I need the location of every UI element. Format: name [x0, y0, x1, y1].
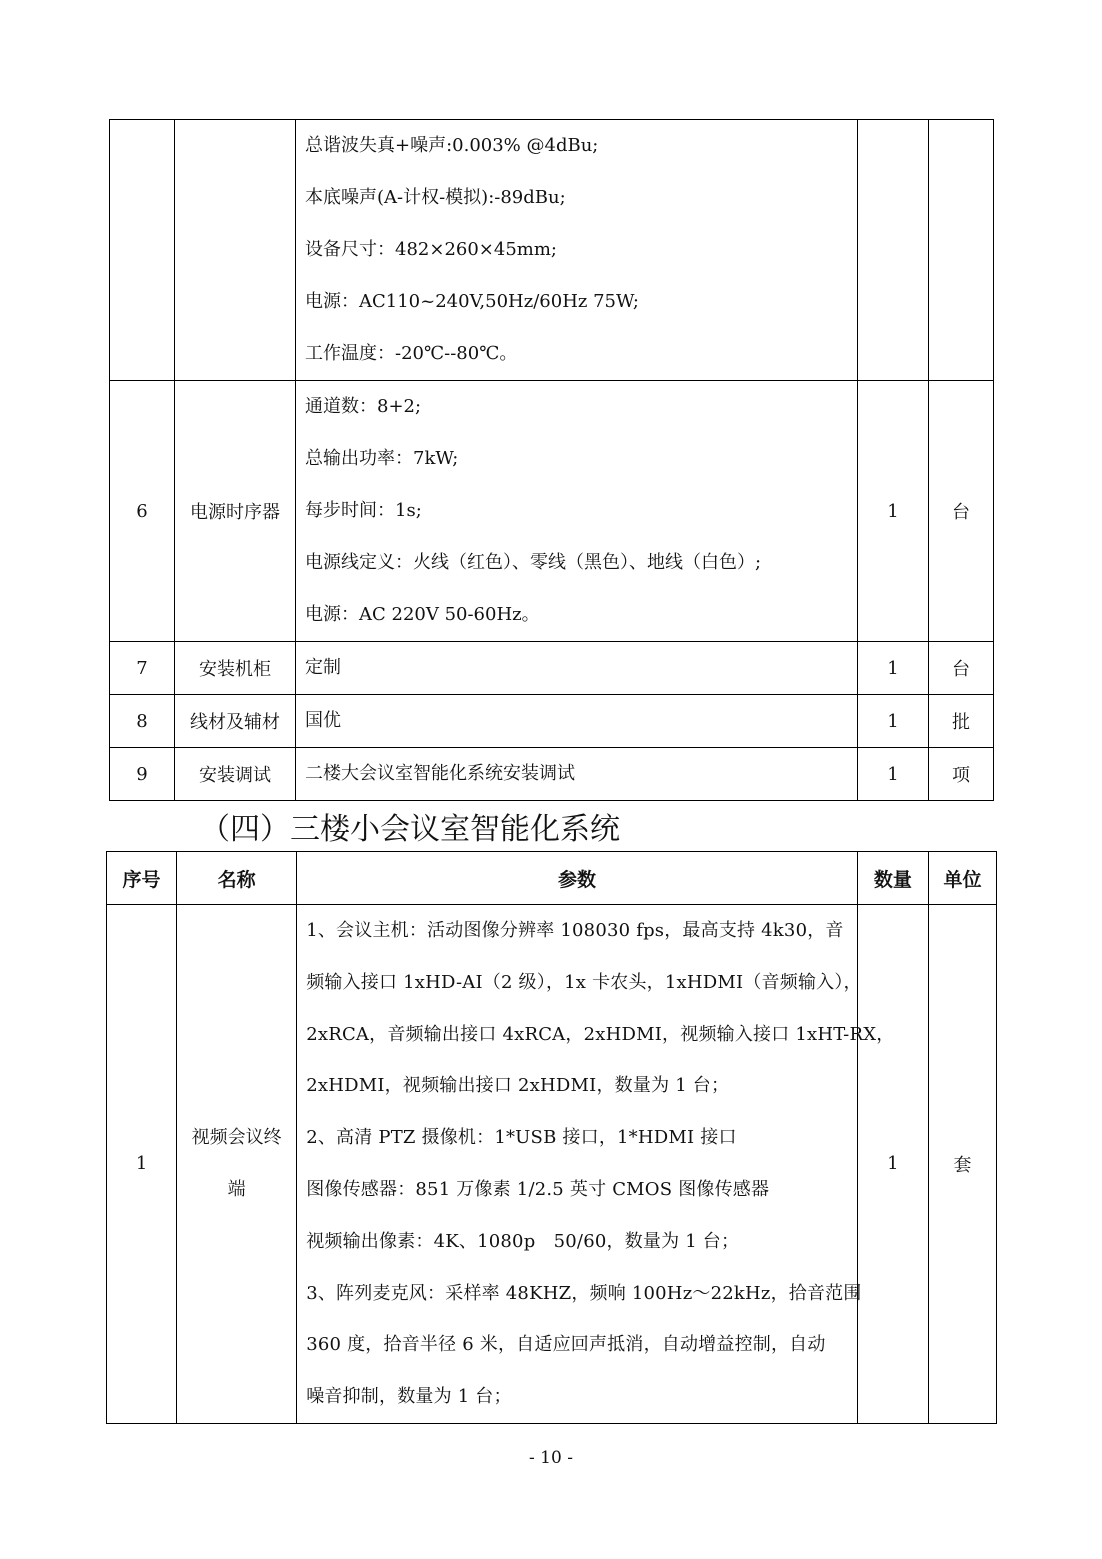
- quantity: 1: [887, 1153, 899, 1175]
- quantity: 1: [887, 500, 899, 522]
- quantity-cell: [858, 642, 929, 695]
- parameters-cell: [296, 381, 858, 642]
- param-line: 2、高清 PTZ 摄像机：1*USB 接口，1*HDMI 接口: [306, 1127, 737, 1149]
- quantity: 1: [887, 710, 899, 732]
- row-number: 8: [136, 710, 148, 732]
- param-line: 2xHDMI，视频输出接口 2xHDMI，数量为 1 台；: [306, 1075, 730, 1097]
- param-line: 工作温度：-20℃--80℃。: [305, 343, 518, 364]
- page-number: - 10 -: [529, 1448, 573, 1468]
- unit-cell: [929, 695, 994, 748]
- item-name-cell: [177, 905, 297, 1424]
- table-row: [110, 695, 994, 748]
- section-heading: （四）三楼小会议室智能化系统: [200, 812, 620, 847]
- table-row: [107, 905, 997, 1424]
- param-line: 二楼大会议室智能化系统安装调试: [305, 763, 575, 784]
- quantity-cell: [858, 695, 929, 748]
- quantity: 1: [887, 763, 899, 785]
- equipment-table: [106, 851, 997, 1424]
- param-line: 设备尺寸：482×260×45mm;: [305, 239, 557, 260]
- param-line: 360 度，拾音半径 6 米，自适应回声抵消，自动增益控制，自动: [306, 1334, 826, 1356]
- quantity-cell: [858, 381, 929, 642]
- unit-cell: [929, 381, 994, 642]
- item-name-cell: [175, 120, 296, 381]
- parameters-cell: [296, 642, 858, 695]
- unit: 套: [953, 1154, 972, 1176]
- unit: 台: [952, 502, 970, 523]
- parameters-cell: [297, 905, 895, 1424]
- param-line: 2xRCA，音频输出接口 4xRCA，2xHDMI，视频输入接口 1xHT-RX，: [306, 1023, 895, 1045]
- param-line: 定制: [305, 657, 341, 678]
- param-line: 国优: [305, 710, 341, 731]
- param-line: 总谐波失真+噪声:0.003% @4dBu;: [305, 135, 599, 156]
- parameters-cell: [296, 120, 858, 381]
- item-name: 安装机柜: [199, 659, 271, 680]
- item-name-cell: [175, 748, 296, 801]
- param-line: 总输出功率：7kW;: [305, 448, 459, 469]
- param-line: 通道数：8+2;: [305, 396, 422, 417]
- item-name-line: 视频会议终: [191, 1126, 282, 1148]
- quantity-cell: [858, 120, 929, 381]
- param-line: 噪音抑制，数量为 1 台；: [306, 1386, 512, 1408]
- param-line: 每步时间：1s;: [305, 500, 422, 521]
- row-number: 1: [135, 1153, 148, 1175]
- item-name-line: 端: [227, 1178, 246, 1200]
- row-number: 6: [136, 500, 148, 522]
- unit-cell: [929, 642, 994, 695]
- param-line: 图像传感器：851 万像素 1/2.5 英寸 CMOS 图像传感器: [306, 1178, 770, 1200]
- table-row: [110, 381, 994, 642]
- unit-cell: [929, 748, 994, 801]
- quantity-cell: [858, 748, 929, 801]
- item-name: 安装调试: [199, 765, 271, 786]
- unit-cell: [929, 120, 994, 381]
- column-header-parameters: 参数: [297, 852, 858, 905]
- row-number-cell: [110, 381, 175, 642]
- column-header-quantity: 数量: [857, 852, 928, 905]
- quantity: 1: [887, 657, 899, 679]
- row-number-cell: [110, 695, 175, 748]
- equipment-table-continued: [109, 119, 994, 801]
- unit: 项: [952, 765, 970, 786]
- param-line: 本底噪声(A-计权-模拟):-89dBu;: [305, 187, 566, 208]
- param-line: 1、会议主机：活动图像分辨率 108030 fps，最高支持 4k30，音: [306, 920, 844, 941]
- table-row: [110, 748, 994, 801]
- item-name-cell: [175, 695, 296, 748]
- item-name: 电源时序器: [190, 502, 280, 523]
- row-number-cell: [110, 748, 175, 801]
- param-line: 频输入接口 1xHD-AI（2 级），1x 卡农头，1xHDMI（音频输入），: [306, 971, 862, 993]
- row-number-cell: [110, 642, 175, 695]
- unit-cell: [928, 905, 996, 1424]
- param-line: 电源：AC 220V 50-60Hz。: [305, 604, 540, 625]
- column-header-name: 名称: [177, 852, 297, 905]
- unit: 台: [952, 659, 970, 680]
- param-line: 视频输出像素：4K、1080p 50/60，数量为 1 台；: [306, 1230, 740, 1252]
- parameters-cell: [296, 748, 858, 801]
- item-name-cell: [175, 381, 296, 642]
- row-number-cell: [107, 905, 177, 1424]
- unit: 批: [952, 712, 970, 733]
- param-line: 电源线定义：火线（红色）、零线（黑色）、地线（白色）;: [305, 552, 762, 573]
- table-row: [110, 642, 994, 695]
- row-number: 7: [136, 657, 148, 679]
- row-number-cell: [110, 120, 175, 381]
- param-line: 3、阵列麦克风：采样率 48KHZ，频响 100Hz～22kHz，拾音范围: [306, 1282, 862, 1304]
- item-name-cell: [175, 642, 296, 695]
- parameters-cell: [296, 695, 858, 748]
- table-header-row: [107, 852, 997, 905]
- column-header-unit: 单位: [928, 852, 996, 905]
- quantity-cell: [857, 905, 928, 1424]
- column-header-number: 序号: [107, 852, 177, 905]
- table-row: [110, 120, 994, 381]
- row-number: 9: [136, 763, 148, 785]
- item-name: 线材及辅材: [190, 712, 280, 733]
- param-line: 电源：AC110~240V,50Hz/60Hz 75W;: [305, 291, 640, 312]
